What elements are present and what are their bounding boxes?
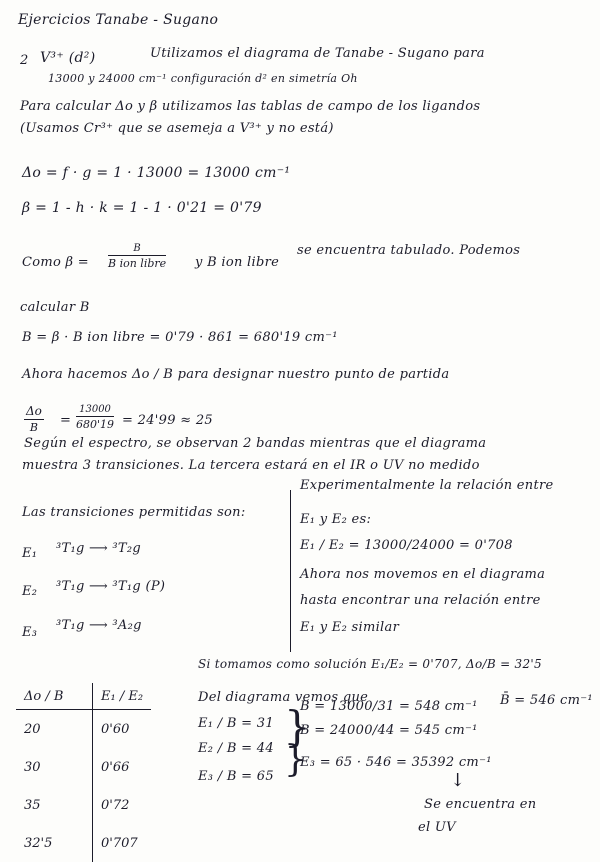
table-cell: 0'60 xyxy=(101,721,130,737)
table-header-e1e2: E₁ / E₂ xyxy=(93,683,152,710)
exercise-number: 2 xyxy=(20,53,29,68)
conclusion-line-2: el UV xyxy=(418,820,456,835)
transition-label-2: E₂ xyxy=(22,584,38,599)
beta-equation: β = 1 - h · k = 1 - 1 · 0'21 = 0'79 xyxy=(22,200,262,216)
ratio-left-fraction xyxy=(24,404,44,434)
table-header-row xyxy=(16,683,151,710)
ratio-left-num: Δo xyxy=(26,404,42,418)
intro-line-2: 13000 y 24000 cm⁻¹ configuración d² en simetría Oh xyxy=(48,72,358,85)
ratio-equals: = xyxy=(60,413,72,428)
experimental-line-3: E₁ / E₂ = 13000/24000 = 0'708 xyxy=(300,538,513,553)
ratio-den: 680'19 xyxy=(76,418,115,431)
table-row xyxy=(16,710,151,749)
intro-line-4: (Usamos Cr³⁺ que se asemeja a V³⁺ y no está) xyxy=(20,121,334,136)
table-header-delta: Δo / B xyxy=(16,683,93,710)
intro-line-3: Para calcular Δo y β utilizamos las tablas de campo de los ligandos xyxy=(20,99,481,114)
transition-label-3: E₃ xyxy=(22,625,38,640)
ratio-num: 13000 xyxy=(76,404,114,417)
column-divider xyxy=(290,490,291,652)
b-row-2: B = 24000/44 = 545 cm⁻¹ xyxy=(300,723,478,738)
b-row-3: E₃ = 65 · 546 = 35392 cm⁻¹ xyxy=(300,755,492,770)
page-title: Ejercicios Tanabe - Sugano xyxy=(18,12,219,28)
calcular-b: calcular B xyxy=(20,300,90,315)
transition-label-1: E₁ xyxy=(22,546,38,561)
intro-line-1: Utilizamos el diagrama de Tanabe - Sugano para xyxy=(150,46,485,61)
conclusion-line-1: Se encuentra en xyxy=(424,797,537,812)
table-row xyxy=(16,824,151,862)
experimental-line-1: Experimentalmente la relación entre xyxy=(300,478,554,493)
table-cell: 35 xyxy=(16,786,93,824)
spectrum-line-2: muestra 3 transiciones. La tercera estará en el IR o UV no medido xyxy=(22,458,480,473)
transition-text-1: ³T₁g ⟶ ³T₂g xyxy=(56,541,142,556)
ratio-row-3: E₃ / B = 65 xyxy=(198,769,274,784)
transition-text-2: ³T₁g ⟶ ³T₁g (P) xyxy=(56,579,166,594)
como-prefix: Como β = xyxy=(22,255,89,270)
ratio-left-den: B xyxy=(29,421,38,434)
spectrum-line-1: Según el espectro, se observan 2 bandas mientras que el diagrama xyxy=(24,436,487,451)
beta-fraction-den: B ion libre xyxy=(108,257,167,270)
delta-equation: Δo = f · g = 1 · 13000 = 13000 cm⁻¹ xyxy=(22,165,291,181)
b-row-1: B = 13000/31 = 548 cm⁻¹ xyxy=(300,699,478,714)
ion-label: V³⁺ (d²) xyxy=(40,50,96,66)
left-brace-lower: } xyxy=(284,739,307,780)
ahora-line: Ahora hacemos Δo / B para designar nuestro punto de partida xyxy=(22,367,450,382)
table-cell: 0'707 xyxy=(101,835,138,851)
beta-fraction-num: B xyxy=(108,243,166,256)
experimental-line-6: E₁ y E₂ similar xyxy=(300,620,400,635)
left-brace: } xyxy=(284,702,311,751)
solution-line-1: Si tomamos como solución E₁/E₂ = 0'707, Δo/B = 32'5 xyxy=(198,657,542,671)
table-cell: 20 xyxy=(16,710,93,749)
transitions-heading: Las transiciones permitidas son: xyxy=(22,505,246,520)
table-cell: 0'66 xyxy=(101,759,130,775)
experimental-line-5: hasta encontrar una relación entre xyxy=(300,593,541,608)
beta-fraction xyxy=(108,243,166,270)
solution-line-2: Del diagrama vemos que xyxy=(198,690,369,705)
table-row xyxy=(16,748,151,786)
transition-text-3: ³T₁g ⟶ ³A₂g xyxy=(56,618,142,633)
table-cell: 0'72 xyxy=(101,797,130,813)
table-cell: 32'5 xyxy=(16,824,93,862)
b-mean: B̄ = 546 cm⁻¹ xyxy=(500,693,593,708)
como-suffix: se encuentra tabulado. Podemos xyxy=(297,243,521,258)
ratio-result: = 24'99 ≈ 25 xyxy=(122,413,213,428)
experimental-line-2: E₁ y E₂ es: xyxy=(300,512,372,527)
experimental-line-4: Ahora nos movemos en el diagrama xyxy=(300,567,546,582)
table-cell: 30 xyxy=(16,748,93,786)
ratio-row-1: E₁ / B = 31 xyxy=(198,716,274,731)
ratio-row-2: E₂ / B = 44 xyxy=(198,741,274,756)
ratio-table xyxy=(16,683,151,862)
down-arrow: ↓ xyxy=(450,770,466,791)
b-value-equation: B = β · B ion libre = 0'79 · 861 = 680'19 cm⁻¹ xyxy=(22,330,338,345)
ratio-fraction xyxy=(76,404,114,431)
como-mid: y B ion libre xyxy=(195,255,280,270)
table-row xyxy=(16,786,151,824)
